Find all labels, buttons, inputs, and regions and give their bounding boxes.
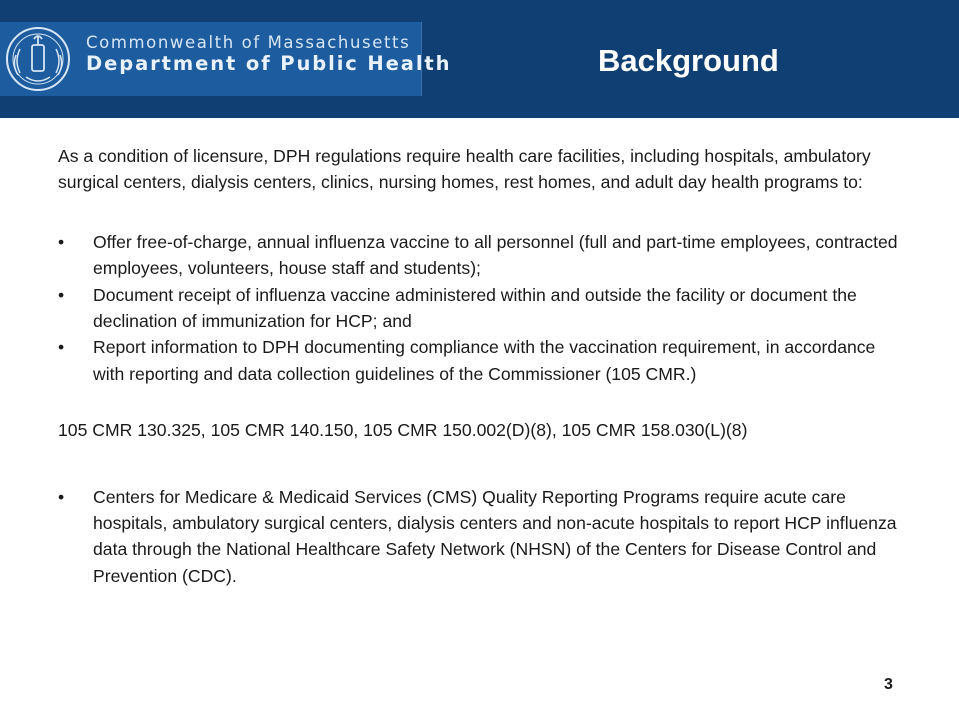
- list-item: [58, 484, 908, 590]
- org-name-line2: Department of Public Health: [86, 52, 452, 75]
- intro-paragraph: As a condition of licensure, DPH regulations require health care facilities, including hospitals, ambulatory surgical centers, dialysis centers, clinics, nursing homes, rest homes, and adult day health programs to:: [58, 146, 871, 193]
- requirements-list: [58, 229, 908, 387]
- bullet-icon: •: [58, 337, 65, 358]
- page-number: 3: [884, 676, 893, 693]
- cms-list: [58, 484, 908, 590]
- regulation-references: 105 CMR 130.325, 105 CMR 140.150, 105 CMR 150.002(D)(8), 105 CMR 158.030(L)(8): [58, 420, 748, 441]
- org-name-line1: Commonwealth of Massachusetts: [86, 33, 411, 52]
- dph-logo: [0, 22, 452, 96]
- list-item-text: Report information to DPH documenting compliance with the vaccination requirement, in accordance with reporting and data collection guidelines of the Commissioner (105 CMR.): [93, 337, 876, 384]
- list-item: [58, 229, 908, 282]
- title-area: [440, 0, 959, 118]
- list-item-text: Centers for Medicare & Medicaid Services (CMS) Quality Reporting Programs require acute care hospitals, ambulatory surgical centers, dialysis centers and non-acute hospitals to report HCP influenza data through the National Healthcare Safety Network (NHSN) of the Centers for Disease Control and Prevention (CDC).: [93, 486, 897, 586]
- list-item-text: Document receipt of influenza vaccine administered within and outside the facility or document the declination of immunization for HCP; and: [93, 284, 857, 332]
- header-bar: [0, 0, 959, 118]
- bullet-icon: •: [58, 486, 65, 507]
- state-seal-icon: [4, 25, 72, 93]
- slide-body: [58, 143, 908, 589]
- list-item-text: Offer free-of-charge, annual influenza vaccine to all personnel (full and part-time employees, contracted employees, volunteers, house staff and students);: [93, 231, 898, 279]
- list-item: [58, 334, 908, 387]
- bullet-icon: •: [58, 231, 65, 252]
- slide-title: Background: [598, 43, 779, 78]
- list-item: [58, 282, 908, 335]
- bullet-icon: •: [58, 284, 65, 305]
